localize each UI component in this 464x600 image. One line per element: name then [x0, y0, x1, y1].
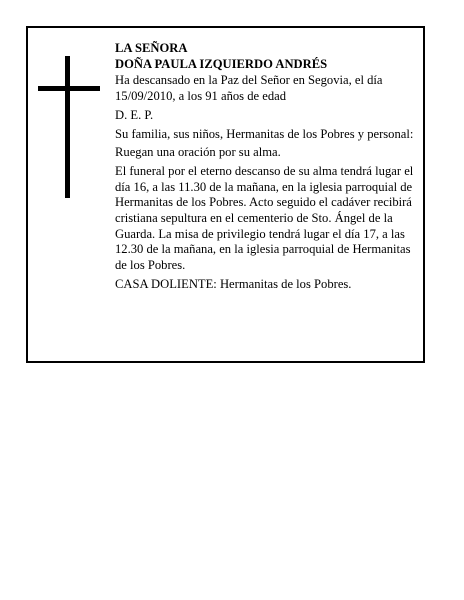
death-announcement: Ha descansado en la Paz del Señor en Segovia, el día 15/09/2010, a los 91 años de edad: [115, 73, 383, 104]
rest-in-peace: D. E. P.: [115, 107, 154, 122]
notice-text: [115, 41, 420, 296]
mourning-house: CASA DOLIENTE: Hermanitas de los Pobres.: [115, 276, 352, 291]
latin-cross-icon: [38, 56, 100, 198]
notice-title: LA SEÑORA: [115, 41, 188, 55]
funeral-details: El funeral por el eterno descanso de su alma tendrá lugar el día 16, a las 11.30 de la mañana, en la iglesia parroquial de Hermanitas de los Pobres. Acto seguido el cadáver recibirá cristiana sepultura en el cementerio de Sto. Ángel de la Guarda. La misa de privilegio tendrá lugar el día 17, a las 12.30 de la mañana, en la iglesia parroquial de Hermanitas de los Pobres.: [115, 163, 414, 273]
mourners: Su familia, sus niños, Hermanitas de los Pobres y personal:: [115, 126, 414, 141]
prayer-request: Ruegan una oración por su alma.: [115, 145, 281, 160]
cross-horizontal-bar: [38, 86, 100, 91]
obituary-notice: [26, 26, 425, 363]
deceased-name: DOÑA PAULA IZQUIERDO ANDRÉS: [115, 56, 328, 71]
cross-vertical-bar: [65, 56, 70, 198]
